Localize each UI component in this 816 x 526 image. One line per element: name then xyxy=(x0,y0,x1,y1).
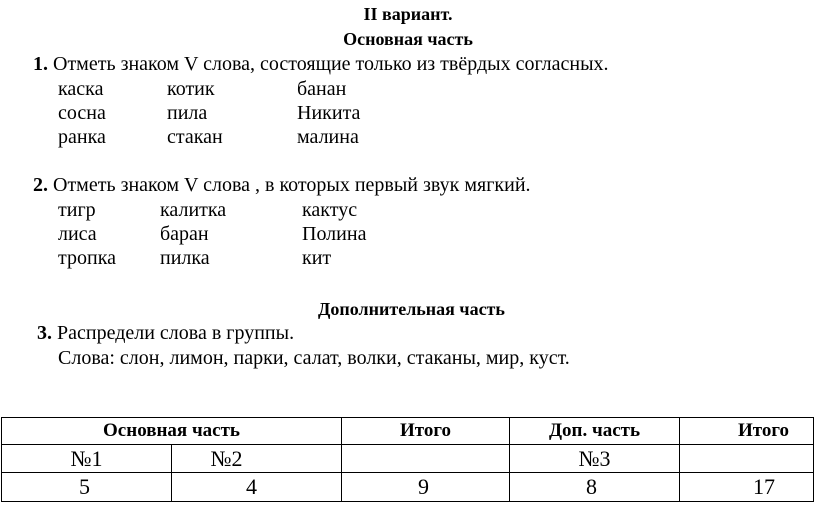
word-cell: кит xyxy=(302,247,332,269)
task-number-cell: №2 xyxy=(172,445,342,473)
score-value-cell: 8 xyxy=(510,473,680,502)
word-cell: лиса xyxy=(58,223,97,245)
task-number-cell xyxy=(342,445,510,473)
variant-heading: II вариант. xyxy=(363,4,453,24)
task1-text: Отметь знаком V слова, состоящие только из твёрдых согласных. xyxy=(53,53,609,75)
task2-text: Отметь знаком V слова , в которых первый звук мягкий. xyxy=(53,174,531,196)
header-total-1: Итого xyxy=(342,418,510,445)
word-cell: каска xyxy=(58,78,104,100)
header-main-part: Основная часть xyxy=(2,418,342,445)
word-cell: Никита xyxy=(297,102,361,124)
word-cell: калитка xyxy=(160,199,227,221)
word-cell: тигр xyxy=(58,199,96,221)
task-number-cell: №1 xyxy=(2,445,172,473)
word-cell: стакан xyxy=(167,126,223,148)
table-header-row xyxy=(2,418,814,445)
score-value-cell: 9 xyxy=(342,473,510,502)
score-value-cell: 17 xyxy=(680,473,814,502)
word-cell: ранка xyxy=(58,126,106,148)
extra-part-heading: Дополнительная часть xyxy=(318,299,505,319)
table-row xyxy=(2,473,814,502)
score-value-cell: 5 xyxy=(2,473,172,502)
score-value-cell: 4 xyxy=(172,473,342,502)
task2-prompt xyxy=(33,174,531,197)
score-table xyxy=(1,417,814,502)
word-cell: банан xyxy=(297,78,347,100)
task1-prompt xyxy=(33,53,609,76)
word-cell: сосна xyxy=(58,102,106,124)
task2-number: 2. xyxy=(33,174,48,196)
word-cell: пила xyxy=(167,102,208,124)
task3-words-line: Слова: слон, лимон, парки, салат, волки, стаканы, мир, куст. xyxy=(58,347,570,369)
task3-prompt xyxy=(37,322,294,345)
word-cell: котик xyxy=(167,78,215,100)
header-extra-part: Доп. часть xyxy=(510,418,680,445)
header-total-2: Итого xyxy=(680,418,814,445)
task1-number: 1. xyxy=(33,53,48,75)
word-cell: тропка xyxy=(58,247,116,269)
main-part-heading: Основная часть xyxy=(343,29,473,49)
word-cell: баран xyxy=(160,223,209,245)
word-cell: пилка xyxy=(160,247,210,269)
word-cell: малина xyxy=(297,126,359,148)
task3-text: Распредели слова в группы. xyxy=(57,322,295,344)
word-cell: кактус xyxy=(302,199,358,221)
table-row xyxy=(2,445,814,473)
task-number-cell xyxy=(680,445,814,473)
task3-number: 3. xyxy=(37,322,52,344)
task-number-cell: №3 xyxy=(510,445,680,473)
word-cell: Полина xyxy=(302,223,367,245)
